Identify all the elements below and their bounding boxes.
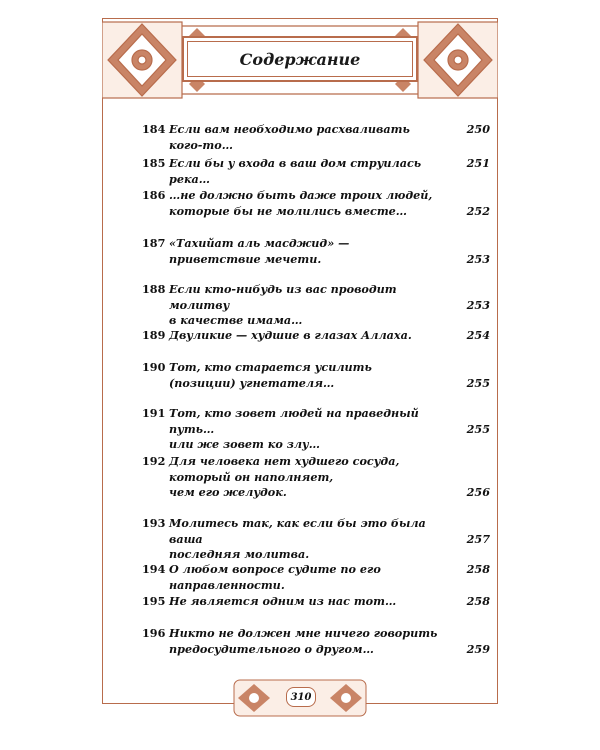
entry-page: 250 [466,122,490,136]
entry-page: 258 [466,594,490,608]
entry-title: Если вам необходимо расхваливать кого-то… [169,122,410,152]
entry-number: 192 [142,454,166,468]
entry-page: 253 [466,298,490,312]
entry-title: Тот, кто зовет людей на праведный путь… или же зовет ко злу… [169,406,419,451]
entry-page: 253 [466,252,490,266]
entry-page: 255 [466,376,490,390]
entry-page: 256 [466,485,490,499]
entry-number: 187 [142,236,166,250]
entry-page: 254 [466,328,490,342]
entry-title: О любом вопросе судите по его направленности. [169,562,381,592]
entry-title: Никто не должен мне ничего говорить предосудительного о другом… [169,626,438,656]
entry-number: 189 [142,328,166,342]
entry-number: 194 [142,562,166,576]
entry-page: 251 [466,156,490,170]
entry-title: «Тахийат аль масджид» — приветствие мечети. [169,236,350,266]
entry-number: 186 [142,188,166,202]
entry-title: Если кто-нибудь из вас проводит молитву в качестве имама… [169,282,397,327]
entry-title: Для человека нет худшего сосуда, который он наполняет, чем его желудок. [169,454,400,499]
entry-page: 258 [466,562,490,576]
entry-page: 259 [466,642,490,656]
entry-page: 252 [466,204,490,218]
entry-title: Тот, кто старается усилить (позиции) угнетателя… [169,360,372,390]
entry-title: Если бы у входа в ваш дом струилась река… [169,156,422,186]
entry-number: 191 [142,406,166,420]
entry-title: Не является одним из нас тот… [169,594,397,608]
page-title: Содержание [239,49,361,69]
entry-number: 188 [142,282,166,296]
entry-number: 190 [142,360,166,374]
entry-page: 257 [466,532,490,546]
page-number: 310 [286,687,316,707]
entry-number: 195 [142,594,166,608]
entry-page: 255 [466,422,490,436]
entry-title: Молитесь так, как если бы это была ваша последняя молитва. [169,516,426,561]
entry-title: Двуликие — худшие в глазах Аллаха. [169,328,412,342]
entry-number: 185 [142,156,166,170]
entry-number: 184 [142,122,166,136]
entry-number: 196 [142,626,166,640]
title-box [182,36,418,82]
entry-title: …не должно быть даже троих людей, которые бы не молились вместе… [169,188,433,218]
entry-number: 193 [142,516,166,530]
